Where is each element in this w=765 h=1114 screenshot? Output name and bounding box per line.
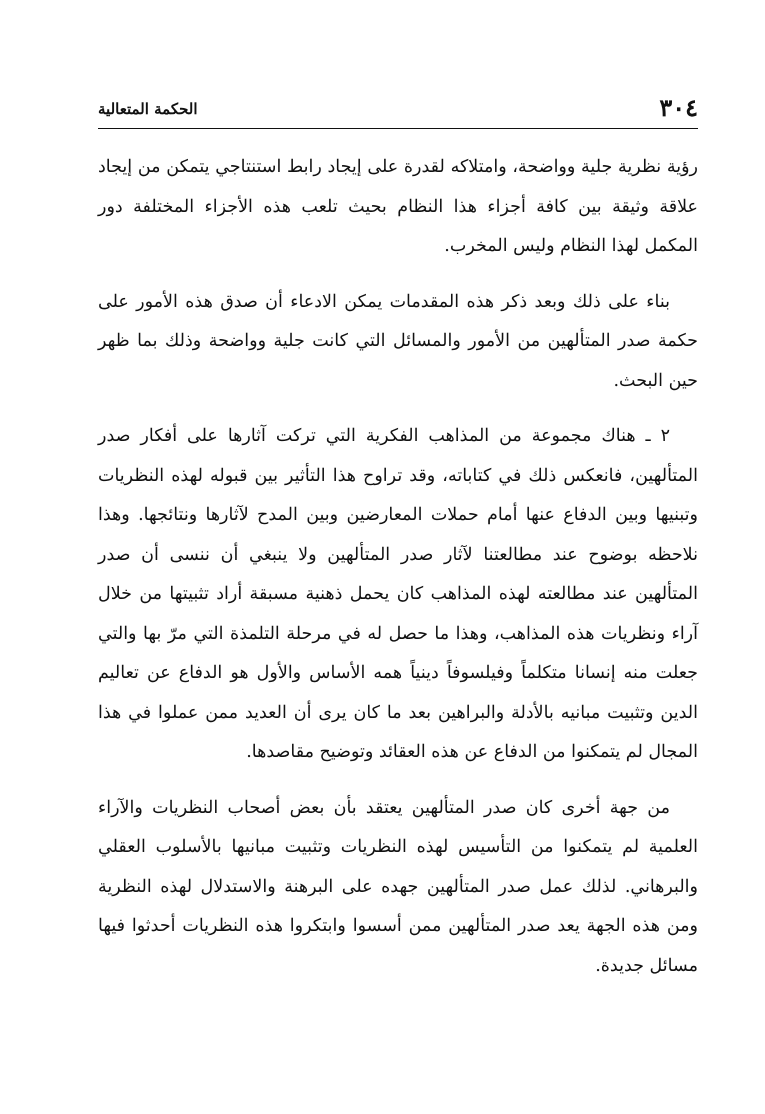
- paragraph-conclusion: بناء على ذلك وبعد ذكر هذه المقدمات يمكن الادعاء أن صدق هذه الأمور على حكمة صدر المتألهين من الأمور والمسائل التي كانت جلية وواضحة وذلك بما ظهر حين البحث.: [98, 291, 698, 391]
- paragraph-continuation: رؤية نظرية جلية وواضحة، وامتلاكه لقدرة على إيجاد رابط استنتاجي يتمكن من إيجاد علاقة وثيقة بين كافة أجزاء هذا النظام بحيث تلعب هذه الأجزاء المختلفة دور المكمل لهذا النظام وليس المخرب.: [98, 157, 698, 256]
- body-text: [98, 148, 698, 1002]
- paragraph-other-aspect: من جهة أخرى كان صدر المتألهين يعتقد بأن بعض أصحاب النظريات والآراء العلمية لم يتمكنوا من التأسيس لهذه النظريات وتثبيت مبانيها بالأسلوب العقلي والبرهاني. لذلك عمل صدر المتألهين جهده على البرهنة والاستدلال لهذه النظرية ومن هذه الجهة يعد صدر المتألهين ممن أسسوا وابتكروا هذه النظريات أحدثوا فيها مسائل جديدة.: [98, 797, 698, 976]
- page-number: ٣٠٤: [659, 93, 698, 122]
- paragraph-point-2: ٢ ـ هناك مجموعة من المذاهب الفكرية التي تركت آثارها على أفكار صدر المتألهين، فانعكس ذلك في كتاباته، وقد تراوح هذا التأثير بين قبوله لهذه النظريات وتبنيها وبين الدفاع عنها أمام حملات المعارضين وبين المدح لآثارها ونتائجها. وهذا نلاحظه بوضوح عند مطالعتنا لآثار صدر المتألهين ولا ينبغي أن ننسى أن صدر المتألهين عند مطالعته لهذه المذاهب كان يحمل ذهنية مسبقة أراد تثبيتها من خلال آراء ونظريات هذه المذاهب، وهذا ما حصل له في مرحلة التلمذة التي مرّ بها والتي جعلت منه إنسانا متكلماً وفيلسوفاً دينياً همه الأساس والأول هو الدفاع عن تعاليم الدين وتثبيت مبانيه بالأدلة والبراهين بعد ما كان يرى أن العديد ممن عملوا في هذا المجال لم يتمكنوا من الدفاع عن هذه العقائد وتوضيح مقاصدها.: [98, 426, 698, 762]
- running-title: الحكمة المتعالية: [98, 100, 198, 118]
- header-rule: [98, 128, 698, 129]
- page-header: [98, 92, 698, 124]
